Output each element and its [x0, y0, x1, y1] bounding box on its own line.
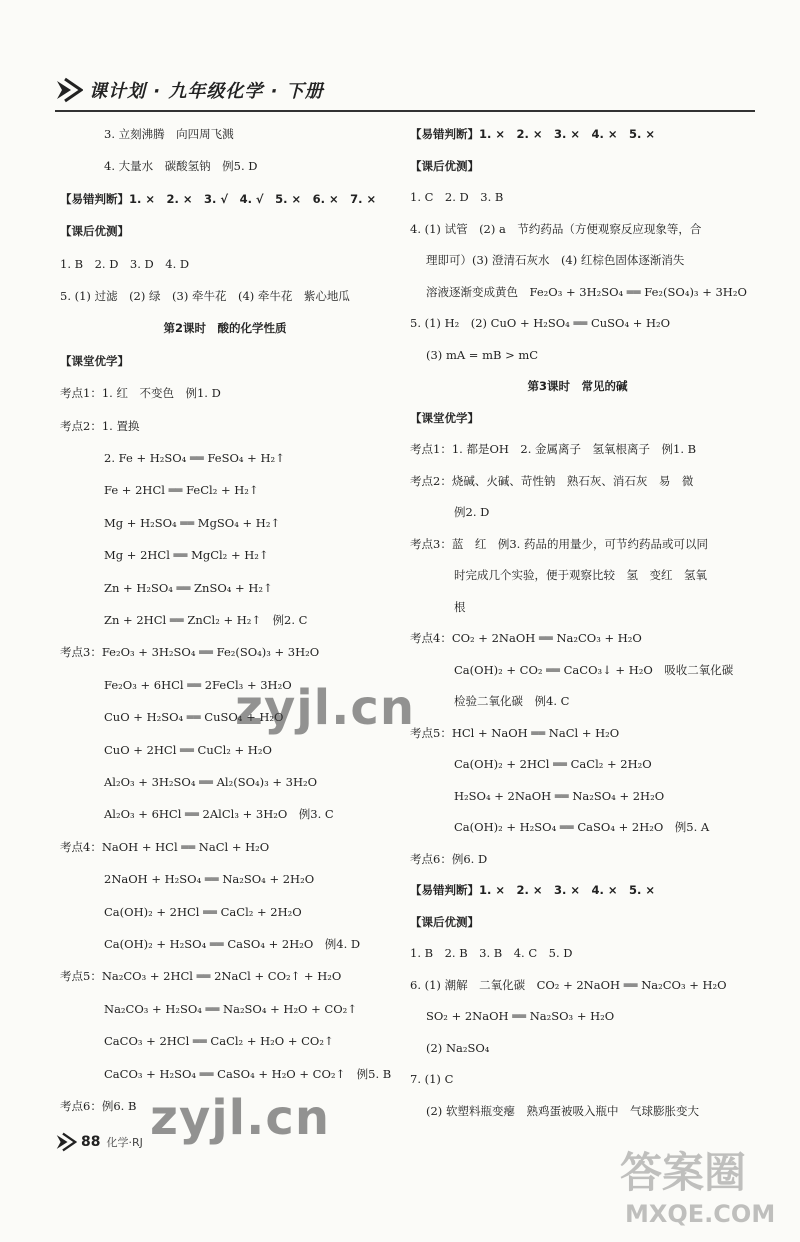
answer-line: Al₂O₃ + 6HCl ══ 2AlCl₃ + 3H₂O 例3. C [104, 807, 334, 822]
answer-line: 【课后优测】 [60, 224, 129, 239]
answer-line: (2) Na₂SO₄ [426, 1040, 490, 1055]
answer-line: Na₂CO₃ + H₂SO₄ ══ Na₂SO₄ + H₂O + CO₂↑ [104, 1001, 357, 1016]
answer-line: 【易错判断】1. × 2. × 3. √ 4. √ 5. × 6. × 7. × [60, 191, 377, 206]
answer-line: 4. (1) 试管 (2) a 节约药品（方便观察反应现象等，合 [410, 221, 702, 236]
answer-line: 【课堂优学】 [410, 410, 479, 425]
answer-line: 1. B 2. B 3. B 4. C 5. D [410, 946, 573, 960]
answer-line: Mg + H₂SO₄ ══ MgSO₄ + H₂↑ [104, 515, 281, 530]
answer-line: 3. 立刻沸腾 向四周飞溅 [104, 127, 234, 141]
answer-line: 【易错判断】1. × 2. × 3. × 4. × 5. × [410, 127, 656, 141]
answer-line: 考点1：1. 都是OH 2. 金属离子 氢氧根离子 例1. B [410, 442, 697, 456]
answer-line: 6. (1) 潮解 二氧化碳 CO₂ + 2NaOH ══ Na₂CO₃ + H₂O [410, 977, 727, 992]
answer-line: 例2. D [454, 505, 490, 519]
answer-line: 【课后优测】 [410, 158, 479, 173]
answer-line: 2. Fe + H₂SO₄ ══ FeSO₄ + H₂↑ [104, 451, 285, 465]
answer-line: 考点2：烧碱、火碱、苛性钠 熟石灰、消石灰 易 微 [410, 473, 694, 488]
answer-line: CaCO₃ + H₂SO₄ ══ CaSO₄ + H₂O + CO₂↑ 例5. B [104, 1066, 392, 1081]
answer-line: 7. (1) C [410, 1072, 454, 1086]
answer-line: 【易错判断】1. × 2. × 3. × 4. × 5. × [410, 883, 656, 897]
answer-line: 5. (1) H₂ (2) CuO + H₂SO₄ ══ CuSO₄ + H₂O [410, 316, 671, 330]
watermark-zyjl: zyjl.cn [150, 1090, 330, 1146]
answer-line: 考点2：1. 置换 [60, 418, 140, 433]
answer-line: 1. C 2. D 3. B [410, 190, 504, 204]
answer-line: 【课堂优学】 [60, 353, 129, 368]
page-footer [55, 1130, 143, 1154]
answer-line: CuO + H₂SO₄ ══ CuSO₄ + H₂O [104, 710, 284, 725]
page-header [55, 70, 755, 110]
answer-line: 考点4：CO₂ + 2NaOH ══ Na₂CO₃ + H₂O [410, 631, 642, 645]
answer-line: 考点1：1. 红 不变色 例1. D [60, 386, 221, 401]
answer-line: 溶液逐渐变成黄色 Fe₂O₃ + 3H₂SO₄ ══ Fe₂(SO₄)₃ + 3H₂O [426, 284, 747, 299]
answer-line: CuO + 2HCl ══ CuCl₂ + H₂O [104, 742, 272, 757]
answer-line: Fe + 2HCl ══ FeCl₂ + H₂↑ [104, 483, 259, 498]
answer-line: 考点5：Na₂CO₃ + 2HCl ══ 2NaCl + CO₂↑ + H₂O [60, 969, 342, 984]
answer-line: CaCO₃ + 2HCl ══ CaCl₂ + H₂O + CO₂↑ [104, 1034, 334, 1049]
answer-line: Zn + H₂SO₄ ══ ZnSO₄ + H₂↑ [104, 580, 273, 595]
arrow-logo-icon [55, 77, 83, 103]
answer-line: 2NaOH + H₂SO₄ ══ Na₂SO₄ + 2H₂O [104, 872, 315, 887]
answer-line: 检验二氧化碳 例4. C [454, 694, 570, 708]
header-divider [55, 110, 755, 112]
answer-line: Ca(OH)₂ + H₂SO₄ ══ CaSO₄ + 2H₂O 例4. D [104, 937, 361, 951]
answer-line: 5. (1) 过滤 (2) 绿 (3) 牵牛花 (4) 牵牛花 紫心地瓜 [60, 289, 350, 303]
answer-line: Mg + 2HCl ══ MgCl₂ + H₂↑ [104, 548, 269, 563]
answer-line: Fe₂O₃ + 6HCl ══ 2FeCl₃ + 3H₂O [104, 677, 292, 692]
answer-line: Ca(OH)₂ + 2HCl ══ CaCl₂ + 2H₂O [454, 757, 652, 771]
answer-line: 考点6：例6. B [60, 1099, 137, 1113]
answer-line: Ca(OH)₂ + H₂SO₄ ══ CaSO₄ + 2H₂O 例5. A [454, 820, 710, 834]
answer-line: (2) 软塑料瓶变瘪 熟鸡蛋被吸入瓶中 气球膨胀变大 [426, 1103, 699, 1118]
answer-line: Ca(OH)₂ + 2HCl ══ CaCl₂ + 2H₂O [104, 904, 302, 919]
answer-line: Zn + 2HCl ══ ZnCl₂ + H₂↑ 例2. C [104, 613, 308, 627]
answer-line: 考点4：NaOH + HCl ══ NaCl + H₂O [60, 839, 270, 854]
answer-line: SO₂ + 2NaOH ══ Na₂SO₃ + H₂O [426, 1009, 615, 1023]
watermark-mxqe-url: MXQE.COM [625, 1200, 776, 1228]
answer-line: 考点6：例6. D [410, 851, 488, 866]
answer-line: 第3课时 常见的碱 [527, 379, 628, 393]
answer-line: 第2课时 酸的化学性质 [163, 321, 287, 336]
answer-line: 根 [454, 599, 466, 614]
header-title: 课计划 · 九年级化学 · 下册 [89, 81, 324, 102]
page-number: 88 [81, 1134, 101, 1150]
watermark-zyjl: zyjl.cn [235, 680, 415, 736]
arrow-logo-icon [55, 1132, 77, 1152]
watermark-mxqe-logo: 答案圈 [620, 1148, 747, 1197]
answer-line: 4. 大量水 碳酸氢钠 例5. D [104, 159, 258, 174]
answer-line: H₂SO₄ + 2NaOH ══ Na₂SO₄ + 2H₂O [454, 788, 665, 803]
answer-line: 理即可）(3) 澄清石灰水 (4) 红棕色固体逐渐消失 [426, 253, 685, 267]
answer-line: (3) mA = mB > mC [426, 347, 539, 362]
answer-line: 【课后优测】 [410, 914, 479, 929]
answer-line: 考点3：Fe₂O₃ + 3H₂SO₄ ══ Fe₂(SO₄)₃ + 3H₂O [60, 645, 320, 660]
answer-line: 考点3：蓝 红 例3. 药品的用量少，可节约药品或可以同 [410, 536, 708, 551]
footer-subject: 化学·RJ [106, 1136, 143, 1149]
answer-line: Al₂O₃ + 3H₂SO₄ ══ Al₂(SO₄)₃ + 3H₂O [104, 775, 318, 789]
answer-line: 时完成几个实验，便于观察比较 氢 变红 氢氧 [454, 568, 707, 582]
answer-line: 考点5：HCl + NaOH ══ NaCl + H₂O [410, 725, 620, 740]
answer-line: Ca(OH)₂ + CO₂ ══ CaCO₃↓ + H₂O 吸收二氧化碳 [454, 662, 734, 677]
answer-line: 1. B 2. D 3. D 4. D [60, 256, 190, 271]
